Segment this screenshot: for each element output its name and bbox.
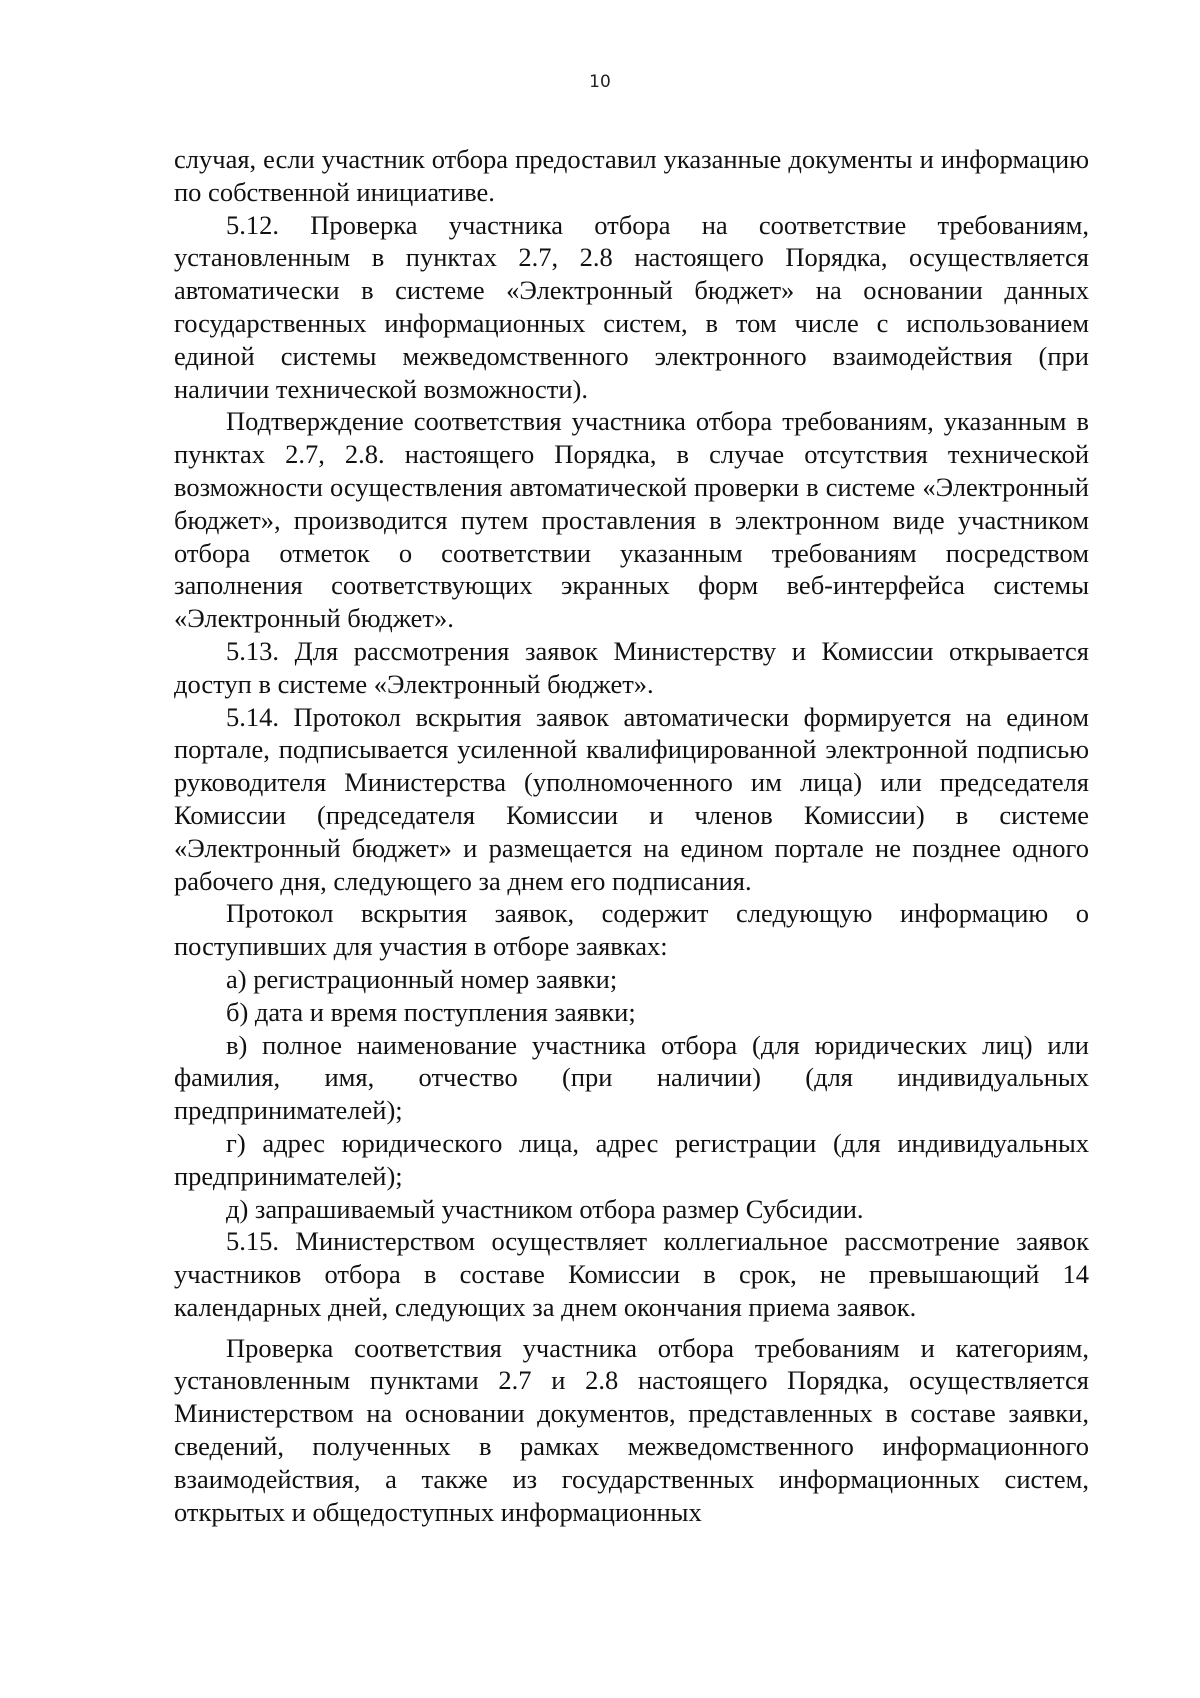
list-item-b: б) дата и время поступления заявки; bbox=[226, 996, 636, 1027]
list-item-g: г) адрес юридического лица, адрес регистрации (для индивидуальных предпринимателей); bbox=[174, 1127, 1089, 1191]
paragraph-protocol-contents: Протокол вскрытия заявок, содержит следующую информацию о поступивших для участия в отборе заявках: bbox=[174, 898, 1089, 962]
paragraph-continuation: случая, если участник отбора предоставил указанные документы и информацию по собственной инициативе. bbox=[174, 144, 1089, 207]
list-item-a: а) регистрационный номер заявки; bbox=[226, 963, 618, 994]
paragraph-verification: Проверка соответствия участника отбора требованиям и категориям, установленным пунктами 2.7 и 2.8 настоящего Порядка, осуществляется Министерством на основании документов, представленных в составе заявки, сведений, полученных в рамках межведомственного информационного взаимодействия, а также из государственных информационных систем, открытых и общедоступных информационных bbox=[174, 1332, 1089, 1527]
list-item-d: д) запрашиваемый участником отбора размер Субсидии. bbox=[226, 1193, 864, 1224]
page-number: 10 bbox=[589, 72, 611, 92]
list-item-v: в) полное наименование участника отбора (для юридических лиц) или фамилия, имя, отчество (при наличии) (для индивидуальных предпринимателей); bbox=[174, 1029, 1089, 1126]
paragraph-5-15: 5.15. Министерством осуществляет коллегиальное рассмотрение заявок участников отбора в составе Комиссии в срок, не превышающий 14 календарных дней, следующих за днем окончания приема заявок. bbox=[174, 1226, 1089, 1322]
document-body bbox=[174, 143, 1089, 1528]
paragraph-5-12: 5.12. Проверка участника отбора на соответствие требованиям, установленным в пунктах 2.7, 2.8 настоящего Порядка, осуществляется автоматически в системе «Электронный бюджет» на основании данных государственных информационных систем, в том числе с использованием единой системы межведомственного электронного взаимодействия (при наличии технической возможности). bbox=[174, 209, 1089, 404]
paragraph-confirmation: Подтверждение соответствия участника отбора требованиям, указанным в пунктах 2.7, 2.8. настоящего Порядка, в случае отсутствия технической возможности осуществления автоматической проверки в системе «Электронный бюджет», производится путем проставления в электронном виде участником отбора отметок о соответствии указанным требованиям посредством заполнения соответствующих экранных форм веб-интерфейса системы «Электронный бюджет». bbox=[174, 406, 1089, 634]
paragraph-5-14: 5.14. Протокол вскрытия заявок автоматически формируется на едином портале, подписывается усиленной квалифицированной электронной подписью руководителя Министерства (уполномоченного им лица) или председателя Комиссии (председателя Комиссии и членов Комиссии) в системе «Электронный бюджет» и размещается на едином портале не позднее одного рабочего дня, следующего за днем его подписания. bbox=[174, 701, 1089, 896]
paragraph-5-13: 5.13. Для рассмотрения заявок Министерству и Комиссии открывается доступ в системе «Электронный бюджет». bbox=[174, 635, 1089, 699]
